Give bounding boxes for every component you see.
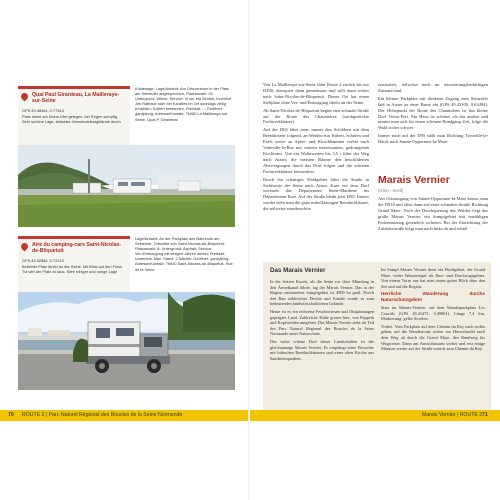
infobox-column-1 [270, 279, 374, 363]
right-page [250, 0, 500, 500]
page-number-left: 70 [8, 412, 14, 418]
paragraph: restauriert, teilweise noch im renovierungsbedürftigen Zustand sind. [378, 82, 488, 93]
paragraph: Ein kleiner Parkplatz mit direktem Zugang zum Seineufer lädt in Aizier zu einer Pause ein (GPS 49.43100, 0.63494). Der Höhepunkt der Route des Chaumières ist das kleine Dorf Vieux-Port. Ein Haus ist schöner als das andere und nimmt man sich für einen schönen Rundgang Zeit, folge die Wald sicher schwer. [378, 95, 488, 131]
photo-campsite-riverside [18, 145, 235, 227]
infobox-column-2 [381, 267, 485, 354]
map-pin-icon [20, 92, 30, 102]
paragraph: In der letzten Eiszeit, als die Seine vor ihrer Mündung in den Ärmelkanal führte, lag der Marais Vernier. Das in der Region entstandene Sumpfgebiet ist 4900 ha groß. Durch den Bau zahlreicher Deiche und Kanäle wurde es zum bedeutenden landwirtschaftlichen Gelände. [270, 279, 374, 307]
paragraph: Das weite schöne Dorf dieser Landschaften ist der gleichnamige Marais Vernier. Es empfängt seine Besucher mit hübschen Reetdachhäusern und einer alten Kirche aus Sandsteinquadern. [270, 338, 374, 361]
infobox [263, 262, 491, 410]
paragraph: Start im Marais-Vernier: auf dem Wanderparkplatz Les Courtils (GPS 49.41473, 0.49861). Länge 7,4 km, Markierung: gelbe Streifen. [381, 304, 485, 322]
place-description-2: Lage/Anfahrt: An der Parkplatz des Bahnhofs am Seineufer, Ortsmitte von Saint-Nicolas-de-Bliquetuit; Platzanzahl: 8; Untergrund: Asphalt; Service: Ver-/Entsorgung mit einigen Jahren defekt; Preiskat.: kostenlos; Max. Stand: 2 Nächte; Geöffnet: ganzjährig; Adresse/Kontakt: 76940 Saint-Nicolas-de-Bliquetuit, Rue de la Seine [135, 236, 233, 272]
photo-camper-truck [18, 292, 235, 390]
infobox-subheading: Herrliche Wanderung durchs Naturschutzgebiet [381, 291, 485, 303]
place-title-2: Aire du camping-cars Saint-Nicolas-de-Bliquetuit [32, 242, 122, 255]
place-note-2: Beliebter Platz direkt an der Seine. Mit Blick auf den Fluss. Tut wirt der Platz zu laus. Sehr ruhiger und ruhige Lage [22, 263, 123, 274]
paragraph: Heute ist es ein teilweise Feuchtwiesen und Obstplantagen geprägtes Land. Zahlreiche Kühe grasen hier, von Pappeln und Kopfweiden umgeben. Das Marais Vernier steht als Teil des Parc Naturel Régional des Boucles de la Seine Normande unter Naturschutz. [270, 308, 374, 337]
text-column-2 [378, 82, 488, 147]
paragraph: Durch ein schattiges Waldgebiet führt die Straße in Sichtweite der Seine nach Aizier. Kurz vor dem Dorf wechselt das Département Seine-Maritime ins Département Eure. Auf der Straße bleibt jetzt D95. Immer wieder sieht man die ganz mittelklassigen Reetdachhäuser, die teilweise wunderschön [263, 176, 369, 212]
place-title-1: Quai Paul Girardeau, La Mailleraye-sur-Seine [32, 92, 120, 105]
paragraph: Am Ortsausgang von Sainte-Opportune-la-Mare kreuzt man die D810 und fährt dann auf einer schmalen Straße Richtung Grand Mare. Nach der Durchquerung des Waldes liegt das große Marais Vernier, ein Sumpfgebiet mit unzähligen Feriennutzung gesetzlich sicheren. Bei der Einrichtung der Zufahrtsstraße biegt man nach links ab und erhält [378, 196, 488, 231]
paragraph: Vorbei: Vom Parkplatz auf dem Chemin du Roy nach rechts gehen, auf die Wanderroute weiter zur Hinweistafel nach dem Weg ab durch die Grand Mare, den Rundweg bis Wegweiser. Dann am Aussichtsturm vorbei und erst einige Minuten weiter auf der Straße zurück zum Chemin du Roy. [381, 323, 485, 352]
text-column-1 [263, 82, 369, 214]
page-number-right: 71 [482, 412, 488, 418]
section-heading: Marais Vernier [378, 174, 450, 186]
paragraph: Im Sumpf Marais Vernier dient ein Hochgebiet, der Grand Mare, vieler Wasservögel als Rast- und Durchzugsgebiet. Von einem Turm aus hat man einen guten Blick über den See und auf die Region. [381, 267, 485, 289]
running-header-right: Marais Vernier | ROUTE 2 [422, 412, 483, 418]
running-header-left: ROUTE 2 | Parc Naturel Régional des Boucles de la Seine Normande [22, 412, 183, 418]
place-card-2 [18, 236, 130, 296]
paragraph: Von La Mailleraye-sur-Seine fährt Route 2 zurück bis zur D490, überquert dann gemeinsam und rollt dann weiter nach Saint-Nicolas-de-Bliquetuit. Dieser Ort hat einen Stellplatz ohne Ver- und Entsorgung direkt an der Seine. [263, 82, 369, 105]
text-column-3 [378, 196, 488, 233]
footer-left [0, 410, 250, 421]
place-note-1: Platz direkt am Seine-Ufer gelegen, bei Regen sumpfig. Sehr schöne Lage, teilweise Gemeindefestgelände durch [22, 113, 121, 124]
place-gps-2: GPS 49.52884, 0.72219 [22, 257, 64, 263]
paragraph: Ab Saint-Nicolas-de-Bliquetuit begint eine schmale Straße auf der Route des Chaumières (strohgedeckte Fachwerkhäuser). [263, 107, 369, 125]
paragraph: Immer noch auf der D95 stößt man Richtung Trouville-la-Haule nach Sainte-Opportune-la-Mare. [378, 133, 488, 145]
paragraph: Auf der D65 fährt man, immer den Schildern mit dem Reetdächern folgend, an Weiden mit Kühen, Schafen und Esels sowie an Apfel- und Kirschbäumen vorbei nach Vatteville-la-Rue mit seinem interessanten, gedrungenen Kirchturm. Von ein Wohnwerten bis 3,5 t führt der Weg nach Aizier, die meisten Räume den beschilderten Abzweigungen durch das Dorf folgen und die schönen Fachwerkhäuser bewundern. [263, 127, 369, 174]
place-card-1 [18, 86, 130, 146]
section-subheading: (Grün - Seeli) [378, 188, 404, 193]
place-description-1: Küsterlage: Lage/Anfahrt: Am Ortszentrum in der Platz am Seineufer angesprochen, Platzanzahl: 25; Untergrund: Wiese; Service: Vi sur est Sentes, Innenhof Jim Rathaus oder bei Karaftes im Ort sonntags zeitig erhältlich; Sollten bestanden, Preiskat.: -; Geöffnet: ganzjährig; Adresse/Kontakt: 76480 La Mailleraye-sur-Seine, Quai P. Girardeau [135, 86, 232, 122]
infobox-title: Das Marais Vernier [270, 267, 326, 274]
place-gps-1: GPS 49.48461, 0.77343 [22, 107, 64, 113]
footer-right [250, 410, 500, 421]
map-pin-icon [20, 242, 30, 252]
